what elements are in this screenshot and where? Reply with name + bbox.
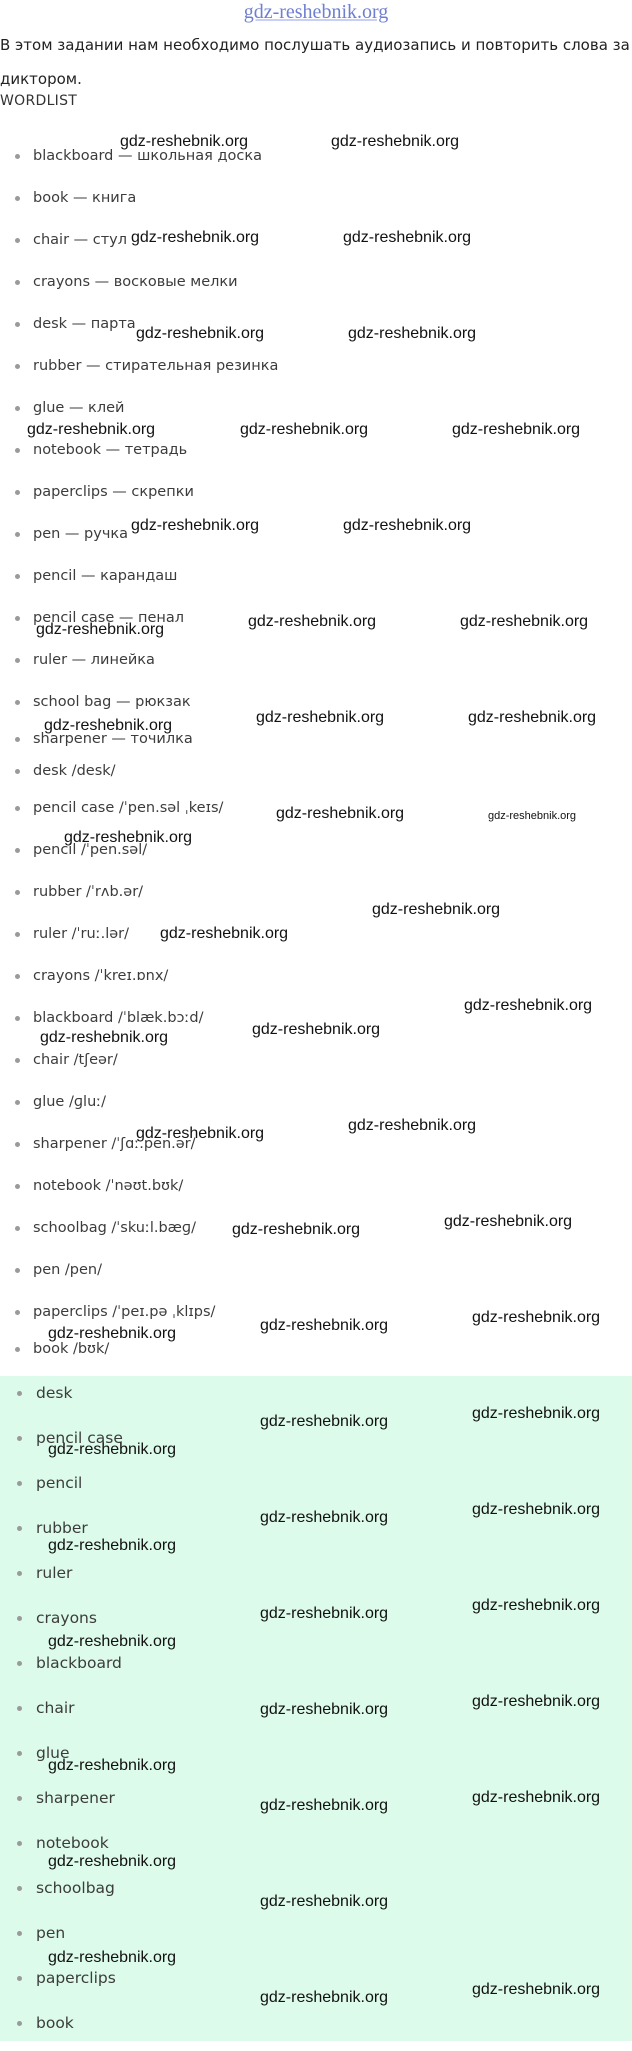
watermark: gdz-reshebnik.org bbox=[260, 1413, 389, 1430]
answer-list bbox=[0, 1376, 632, 2051]
watermark: gdz-reshebnik.org bbox=[343, 517, 472, 534]
list-item: desk /desk/ bbox=[0, 755, 632, 787]
list-item: desk bbox=[0, 1376, 632, 1421]
list-item: crayons bbox=[0, 1601, 632, 1646]
list-item: pencil case — пенал bbox=[0, 597, 632, 639]
watermark: gdz-reshebnik.org bbox=[44, 717, 173, 734]
watermark: gdz-reshebnik.org bbox=[260, 1317, 389, 1334]
watermark: gdz-reshebnik.org bbox=[260, 1989, 389, 2006]
list-item: ruler — линейка bbox=[0, 639, 632, 681]
list-item: blackboard bbox=[0, 1646, 632, 1691]
list-item: blackboard /ˈblæk.bɔːd/ bbox=[0, 997, 632, 1039]
list-item: paperclips — скрепки bbox=[0, 471, 632, 513]
list-item: pen /pen/ bbox=[0, 1249, 632, 1291]
watermark: gdz-reshebnik.org bbox=[248, 613, 377, 630]
watermark: gdz-reshebnik.org bbox=[472, 1501, 601, 1518]
watermark: gdz-reshebnik.org bbox=[160, 925, 289, 942]
list-item: chair — стул bbox=[0, 219, 632, 261]
list-item: glue bbox=[0, 1736, 632, 1781]
list-item: glue /ɡluː/ bbox=[0, 1081, 632, 1123]
watermark: gdz-reshebnik.org bbox=[252, 1021, 381, 1038]
watermark: gdz-reshebnik.org bbox=[40, 1029, 169, 1046]
list-item: book bbox=[0, 2006, 632, 2051]
watermark: gdz-reshebnik.org bbox=[444, 1213, 573, 1230]
wordlist-heading: WORDLIST bbox=[0, 93, 78, 109]
watermark: gdz-reshebnik.org bbox=[331, 133, 460, 150]
list-item: sharpener bbox=[0, 1781, 632, 1826]
list-item: notebook bbox=[0, 1826, 632, 1871]
list-item: notebook — тетрадь bbox=[0, 429, 632, 471]
list-item: pencil — карандаш bbox=[0, 555, 632, 597]
watermark: gdz-reshebnik.org bbox=[468, 709, 597, 726]
watermark: gdz-reshebnik.org bbox=[136, 1125, 265, 1142]
watermark: gdz-reshebnik.org bbox=[64, 829, 193, 846]
list-item: pencil case /ˈpen.səl ˌkeɪs/ bbox=[0, 787, 632, 829]
watermark: gdz-reshebnik.org bbox=[27, 421, 156, 438]
watermark: gdz-reshebnik.org bbox=[260, 1605, 389, 1622]
list-item: crayons — восковые мелки bbox=[0, 261, 632, 303]
watermark: gdz-reshebnik.org bbox=[488, 810, 577, 822]
watermark: gdz-reshebnik.org bbox=[48, 1633, 177, 1650]
list-item: glue — клей bbox=[0, 387, 632, 429]
list-item: notebook /ˈnəʊt.bʊk/ bbox=[0, 1165, 632, 1207]
list-item: blackboard — школьная доска bbox=[0, 135, 632, 177]
list-item: rubber /ˈrʌb.ər/ bbox=[0, 871, 632, 913]
watermark: gdz-reshebnik.org bbox=[48, 1853, 177, 1870]
watermark: gdz-reshebnik.org bbox=[348, 1117, 477, 1134]
watermark: gdz-reshebnik.org bbox=[460, 613, 589, 630]
site-logo[interactable]: gdz-reshebnik.org bbox=[243, 1, 389, 23]
list-item: sharpener /ˈʃɑː.pen.ər/ bbox=[0, 1123, 632, 1165]
watermark: gdz-reshebnik.org bbox=[48, 1441, 177, 1458]
watermark: gdz-reshebnik.org bbox=[348, 325, 477, 342]
watermark: gdz-reshebnik.org bbox=[260, 1797, 389, 1814]
watermark: gdz-reshebnik.org bbox=[343, 229, 472, 246]
watermark: gdz-reshebnik.org bbox=[472, 1789, 601, 1806]
watermark: gdz-reshebnik.org bbox=[136, 325, 265, 342]
answer-box bbox=[0, 1376, 632, 2041]
list-item: book — книга bbox=[0, 177, 632, 219]
list-item: ruler bbox=[0, 1556, 632, 1601]
list-item: desk — парта bbox=[0, 303, 632, 345]
watermark: gdz-reshebnik.org bbox=[256, 709, 385, 726]
list-item: rubber bbox=[0, 1511, 632, 1556]
list-item: sharpener — точилка bbox=[0, 723, 632, 755]
watermark: gdz-reshebnik.org bbox=[260, 1701, 389, 1718]
watermark: gdz-reshebnik.org bbox=[472, 1309, 601, 1326]
translation-list bbox=[0, 135, 632, 1365]
watermark: gdz-reshebnik.org bbox=[472, 1693, 601, 1710]
watermark: gdz-reshebnik.org bbox=[464, 997, 593, 1014]
watermark: gdz-reshebnik.org bbox=[131, 229, 260, 246]
list-item: pen bbox=[0, 1916, 632, 1961]
list-item: book /bʊk/ bbox=[0, 1333, 632, 1365]
list-item: schoolbag bbox=[0, 1871, 632, 1916]
watermark: gdz-reshebnik.org bbox=[120, 133, 249, 150]
watermark: gdz-reshebnik.org bbox=[372, 901, 501, 918]
list-item: pencil /ˈpen.səl/ bbox=[0, 829, 632, 871]
watermark: gdz-reshebnik.org bbox=[472, 1981, 601, 1998]
list-item: crayons /ˈkreɪ.ɒnx/ bbox=[0, 955, 632, 997]
intro-text: В этом задании нам необходимо послушать аудиозапись и повторить слова за диктором. bbox=[0, 36, 630, 88]
list-item: paperclips bbox=[0, 1961, 632, 2006]
watermark: gdz-reshebnik.org bbox=[131, 517, 260, 534]
watermark: gdz-reshebnik.org bbox=[48, 1949, 177, 1966]
watermark: gdz-reshebnik.org bbox=[260, 1893, 389, 1910]
watermark: gdz-reshebnik.org bbox=[260, 1509, 389, 1526]
watermark: gdz-reshebnik.org bbox=[276, 805, 405, 822]
list-item: chair /tʃeər/ bbox=[0, 1039, 632, 1081]
list-item: ruler /ˈruː.lər/ bbox=[0, 913, 632, 955]
list-item: pencil bbox=[0, 1466, 632, 1511]
watermark: gdz-reshebnik.org bbox=[48, 1325, 177, 1342]
list-item: pen — ручка bbox=[0, 513, 632, 555]
watermark: gdz-reshebnik.org bbox=[472, 1597, 601, 1614]
watermark: gdz-reshebnik.org bbox=[48, 1757, 177, 1774]
watermark: gdz-reshebnik.org bbox=[452, 421, 581, 438]
list-item: paperclips /ˈpeɪ.pə ˌklɪps/ bbox=[0, 1291, 632, 1333]
watermark: gdz-reshebnik.org bbox=[472, 1405, 601, 1422]
list-item: pencil case bbox=[0, 1421, 632, 1466]
list-item: schoolbag /ˈskuːl.bæɡ/ bbox=[0, 1207, 632, 1249]
list-item: school bag — рюкзак bbox=[0, 681, 632, 723]
watermark: gdz-reshebnik.org bbox=[36, 621, 165, 638]
watermark: gdz-reshebnik.org bbox=[240, 421, 369, 438]
watermark: gdz-reshebnik.org bbox=[232, 1221, 361, 1238]
watermark: gdz-reshebnik.org bbox=[48, 1537, 177, 1554]
list-item: chair bbox=[0, 1691, 632, 1736]
list-item: rubber — стирательная резинка bbox=[0, 345, 632, 387]
